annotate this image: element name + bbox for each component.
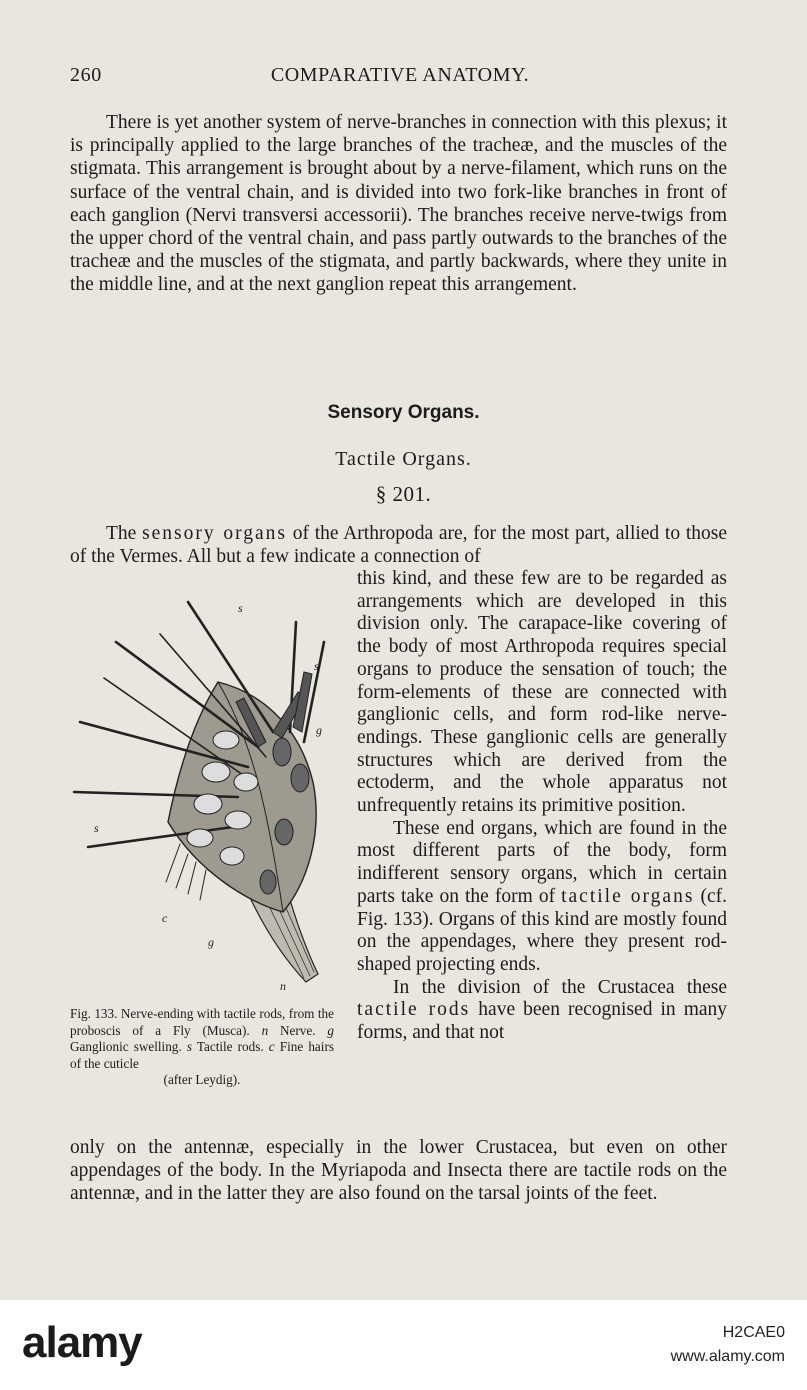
figure-caption <box>70 1006 334 1089</box>
ganglion-cell <box>202 762 230 782</box>
caption-text-1: Fig. 133. Nerve-ending with tactile rods, from the proboscis of a Fly (Musca). <box>70 1006 334 1038</box>
paragraph-bottom <box>70 1136 727 1206</box>
lead-term-sensory-organs: sensory organs <box>142 523 288 544</box>
p3-text-c: have been recognised in many forms, and that not <box>357 999 728 1044</box>
running-title: COMPARATIVE ANATOMY. <box>270 64 530 86</box>
right-paragraph-1: this kind, and these few are to be regarded as arrangements which are developed in this division only. The carapace-like covering of the body of most Arthropoda requires special organs to produce the sensation of touch; the form-elements of these are connected with ganglionic cells, and form rod-like nerve-endings. These ganglionic cells are generally structures which are derived from the ectoderm, and the whole apparatus not unfrequently retains its primitive position. <box>357 568 727 817</box>
caption-key-g: g <box>327 1022 334 1038</box>
term-tactile-rods: tactile rods <box>357 999 471 1021</box>
site-url: www.alamy.com <box>670 1348 785 1365</box>
lead-text-c: of the Arthropoda are, for the most part, allied to those of the Vermes. All but a few indicate a connection of <box>70 523 727 568</box>
caption-text-4: Tactile rods. <box>191 1039 269 1055</box>
right-column-text <box>357 568 727 1045</box>
lead-text-a: The <box>106 523 143 544</box>
p2-text-a: These end organs, which are found in the most different parts of the body, form indifferent sensory organs, which in certain parts take on the form of <box>357 817 727 907</box>
figure-drawing <box>74 602 324 982</box>
heading-sensory-organs: Sensory Organs. <box>327 402 480 423</box>
caption-key-c: c <box>268 1039 275 1055</box>
caption-credit: (after Leydig). <box>163 1072 241 1088</box>
caption-text-2: Nerve. <box>268 1022 328 1038</box>
ganglionic-swelling <box>273 738 291 766</box>
ganglionic-swelling <box>291 764 309 792</box>
ganglionic-swelling <box>260 870 276 894</box>
ganglion-cell <box>194 794 222 814</box>
caption-text-5: Fine hairs of the cuticle <box>70 1039 334 1071</box>
right-paragraph-2 <box>357 818 727 977</box>
bottom-text: only on the antennæ, especially in the lower Crustacea, but even on other appendages of the body. In the Myriapoda and Insecta there are tactile rods on the antennæ, and in the latter they are also found on the tarsal joints of the feet. <box>70 1137 727 1205</box>
alamy-logo: alamy <box>22 1318 142 1367</box>
label-n: n <box>280 979 286 993</box>
caption-text-3: Ganglionic swelling. <box>70 1039 187 1055</box>
p2-text-c: (cf. Fig. 133). Organs of this kind are mostly found on the appendages, where they present rod-shaped projecting ends. <box>357 885 727 975</box>
label-s-right: s <box>314 659 319 673</box>
page-number: 260 <box>70 64 102 86</box>
ganglion-cell <box>234 773 258 791</box>
figure-133-illustration <box>68 582 336 1002</box>
label-g-bottom: g <box>208 935 214 949</box>
right-paragraph-3 <box>357 977 727 1045</box>
watermark-bar <box>0 1300 807 1390</box>
paragraph-nerve-branches <box>70 111 727 297</box>
label-s-left: s <box>94 821 99 835</box>
caption-key-s: s <box>186 1039 192 1055</box>
section-number: § 201. <box>375 482 432 506</box>
paragraph-lead <box>70 522 727 568</box>
caption-key-n: n <box>261 1022 269 1038</box>
ganglionic-swelling <box>275 819 293 845</box>
ganglion-cell <box>220 847 244 865</box>
ganglion-cell <box>213 731 239 749</box>
paragraph-text: There is yet another system of nerve-branches in connection with this plexus; it is principally applied to the large branches of the tracheæ, and the muscles of the stigmata. This arrangement is brought about by a nerve-filament, which runs on the surface of the ventral chain, and is divided into two fork-like branches in front of each ganglion (Nervi transversi accessorii). The branches receive nerve-twigs from the upper chord of the ventral chain, and pass partly outwards to the branches of the tracheæ and the muscles of the stigmata, and partly backwards, where they unite in the middle line, and at the next ganglion repeat this arrangement. <box>70 112 727 296</box>
ganglion-cell <box>187 829 213 847</box>
heading-tactile-organs: Tactile Organs. <box>335 448 472 470</box>
page-header <box>70 64 730 94</box>
p3-text-a: In the division of the Crustacea these <box>393 976 727 998</box>
image-id: H2CAE0 <box>722 1324 785 1341</box>
term-tactile-organs: tactile organs <box>561 885 695 907</box>
label-g-right: g <box>316 723 322 737</box>
label-c: c <box>162 911 168 925</box>
label-s-top: s <box>238 601 243 615</box>
ganglion-cell <box>225 811 251 829</box>
